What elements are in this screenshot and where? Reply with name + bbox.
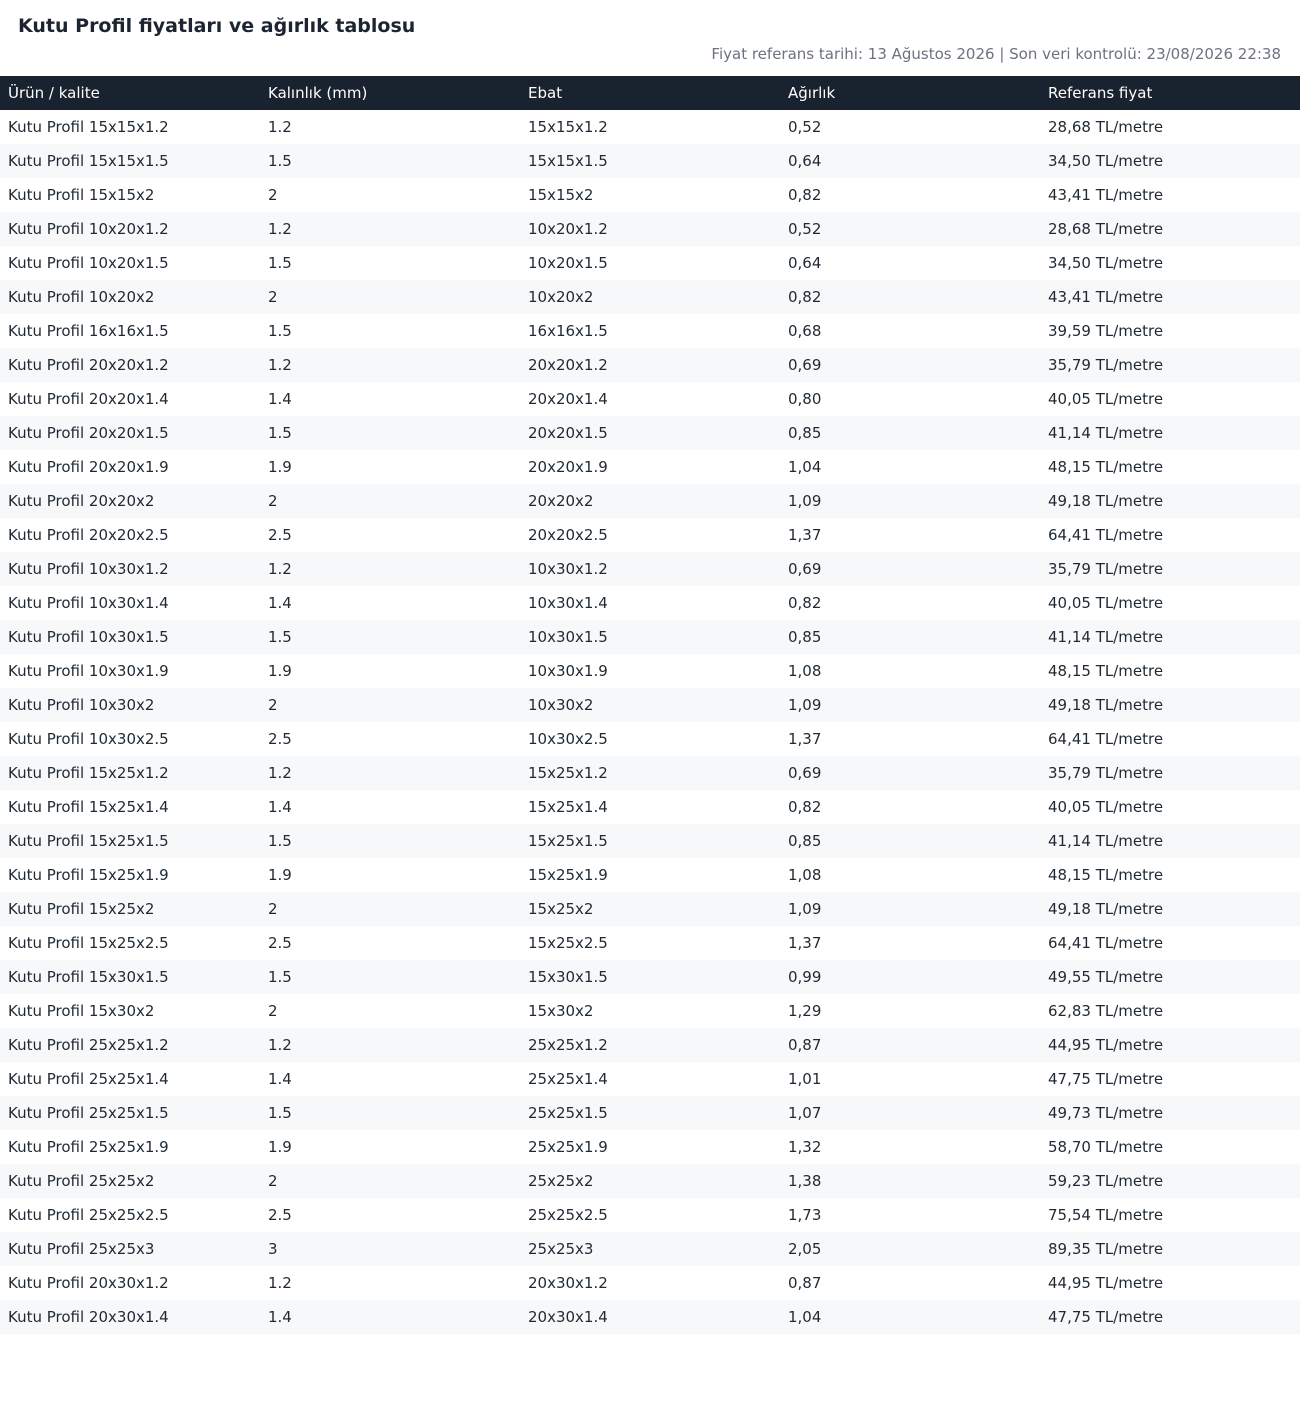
table-row [0,246,1300,280]
weight-cell: 0,82 [788,594,822,612]
table-row [0,348,1300,382]
price-cell: 48,15 TL/metre [1048,458,1164,476]
table-body [0,110,1300,1334]
price-cell: 41,14 TL/metre [1048,424,1164,442]
product-name-cell: Kutu Profil 25x25x1.5 [8,1104,169,1122]
table-row [0,586,1300,620]
thickness-cell: 1.4 [268,1308,292,1326]
product-name-cell: Kutu Profil 25x25x1.2 [8,1036,169,1054]
product-name-cell: Kutu Profil 25x25x2.5 [8,1206,169,1224]
table-row [0,960,1300,994]
size-cell: 10x30x2 [528,696,594,714]
thickness-cell: 2.5 [268,526,292,544]
thickness-cell: 1.4 [268,798,292,816]
thickness-cell: 1.5 [268,832,292,850]
price-cell: 41,14 TL/metre [1048,628,1164,646]
thickness-cell: 1.4 [268,1070,292,1088]
product-name-cell: Kutu Profil 10x30x1.5 [8,628,169,646]
table-row [0,756,1300,790]
weight-cell: 1,37 [788,526,822,544]
price-cell: 58,70 TL/metre [1048,1138,1164,1156]
size-cell: 15x30x2 [528,1002,594,1020]
product-name-cell: Kutu Profil 10x30x2.5 [8,730,169,748]
table-row [0,1028,1300,1062]
size-cell: 15x25x1.4 [528,798,608,816]
table-row [0,1096,1300,1130]
product-name-cell: Kutu Profil 25x25x2 [8,1172,155,1190]
price-cell: 34,50 TL/metre [1048,254,1164,272]
product-name-cell: Kutu Profil 15x15x1.5 [8,152,169,170]
thickness-cell: 2 [268,492,278,510]
weight-cell: 1,32 [788,1138,822,1156]
price-cell: 64,41 TL/metre [1048,934,1164,952]
table-row [0,1266,1300,1300]
column-header-size: Ebat [528,84,563,102]
price-cell: 49,18 TL/metre [1048,492,1164,510]
table-row [0,1300,1300,1334]
product-name-cell: Kutu Profil 20x30x1.4 [8,1308,169,1326]
price-cell: 44,95 TL/metre [1048,1036,1164,1054]
product-name-cell: Kutu Profil 10x20x1.2 [8,220,169,238]
product-name-cell: Kutu Profil 15x25x1.2 [8,764,169,782]
thickness-cell: 1.2 [268,560,292,578]
table-row [0,892,1300,926]
product-name-cell: Kutu Profil 25x25x3 [8,1240,155,1258]
product-name-cell: Kutu Profil 15x25x1.9 [8,866,169,884]
table-row [0,110,1300,144]
table-row [0,688,1300,722]
price-cell: 47,75 TL/metre [1048,1070,1164,1088]
thickness-cell: 1.9 [268,458,292,476]
price-cell: 59,23 TL/metre [1048,1172,1164,1190]
table-row [0,518,1300,552]
product-name-cell: Kutu Profil 15x25x2.5 [8,934,169,952]
weight-cell: 0,80 [788,390,822,408]
size-cell: 25x25x1.4 [528,1070,608,1088]
table-row [0,212,1300,246]
size-cell: 10x30x2.5 [528,730,608,748]
thickness-cell: 3 [268,1240,278,1258]
price-cell: 49,55 TL/metre [1048,968,1164,986]
table-row [0,1198,1300,1232]
size-cell: 15x25x1.9 [528,866,608,884]
price-cell: 48,15 TL/metre [1048,866,1164,884]
product-name-cell: Kutu Profil 20x20x1.4 [8,390,169,408]
thickness-cell: 1.2 [268,1036,292,1054]
weight-cell: 0,82 [788,186,822,204]
product-name-cell: Kutu Profil 25x25x1.4 [8,1070,169,1088]
size-cell: 15x30x1.5 [528,968,608,986]
price-weight-table [0,76,1300,1334]
weight-cell: 1,08 [788,662,822,680]
size-cell: 15x25x2.5 [528,934,608,952]
product-name-cell: Kutu Profil 20x20x1.9 [8,458,169,476]
table-row [0,552,1300,586]
product-name-cell: Kutu Profil 10x20x1.5 [8,254,169,272]
table-row [0,1130,1300,1164]
weight-cell: 0,69 [788,560,822,578]
thickness-cell: 2 [268,288,278,306]
size-cell: 15x25x1.5 [528,832,608,850]
size-cell: 20x20x1.9 [528,458,608,476]
size-cell: 15x15x1.2 [528,118,608,136]
column-header-thickness: Kalınlık (mm) [268,84,368,102]
price-cell: 40,05 TL/metre [1048,798,1164,816]
weight-cell: 1,37 [788,934,822,952]
weight-cell: 1,08 [788,866,822,884]
size-cell: 20x30x1.4 [528,1308,608,1326]
price-cell: 89,35 TL/metre [1048,1240,1164,1258]
size-cell: 20x20x2 [528,492,594,510]
weight-cell: 0,99 [788,968,822,986]
thickness-cell: 2.5 [268,934,292,952]
thickness-cell: 1.5 [268,968,292,986]
table-row [0,1232,1300,1266]
table-row [0,484,1300,518]
thickness-cell: 1.2 [268,220,292,238]
thickness-cell: 1.2 [268,1274,292,1292]
weight-cell: 1,29 [788,1002,822,1020]
product-name-cell: Kutu Profil 15x25x2 [8,900,155,918]
size-cell: 10x30x1.4 [528,594,608,612]
product-name-cell: Kutu Profil 15x30x2 [8,1002,155,1020]
price-cell: 39,59 TL/metre [1048,322,1164,340]
table-row [0,416,1300,450]
size-cell: 10x30x1.9 [528,662,608,680]
weight-cell: 0,85 [788,628,822,646]
weight-cell: 1,01 [788,1070,822,1088]
size-cell: 25x25x2 [528,1172,594,1190]
size-cell: 25x25x2.5 [528,1206,608,1224]
price-reference-meta: Fiyat referans tarihi: 13 Ağustos 2026 | Son veri kontrolü: 23/08/2026 22:38 [711,45,1281,63]
price-cell: 35,79 TL/metre [1048,356,1164,374]
thickness-cell: 1.5 [268,628,292,646]
weight-cell: 0,69 [788,356,822,374]
product-name-cell: Kutu Profil 20x30x1.2 [8,1274,169,1292]
price-cell: 48,15 TL/metre [1048,662,1164,680]
weight-cell: 0,69 [788,764,822,782]
product-name-cell: Kutu Profil 10x30x1.2 [8,560,169,578]
price-cell: 64,41 TL/metre [1048,730,1164,748]
price-cell: 47,75 TL/metre [1048,1308,1164,1326]
column-header-weight: Ağırlık [788,84,836,102]
size-cell: 20x20x1.5 [528,424,608,442]
price-cell: 40,05 TL/metre [1048,594,1164,612]
table-row [0,450,1300,484]
thickness-cell: 1.9 [268,662,292,680]
thickness-cell: 2 [268,900,278,918]
size-cell: 20x20x1.4 [528,390,608,408]
product-name-cell: Kutu Profil 15x15x1.2 [8,118,169,136]
product-name-cell: Kutu Profil 25x25x1.9 [8,1138,169,1156]
product-name-cell: Kutu Profil 16x16x1.5 [8,322,169,340]
thickness-cell: 1.4 [268,390,292,408]
product-name-cell: Kutu Profil 10x30x1.9 [8,662,169,680]
weight-cell: 1,09 [788,900,822,918]
size-cell: 20x20x1.2 [528,356,608,374]
product-name-cell: Kutu Profil 20x20x2 [8,492,155,510]
product-name-cell: Kutu Profil 20x20x2.5 [8,526,169,544]
size-cell: 25x25x1.9 [528,1138,608,1156]
price-cell: 35,79 TL/metre [1048,764,1164,782]
weight-cell: 0,87 [788,1036,822,1054]
size-cell: 25x25x3 [528,1240,594,1258]
size-cell: 25x25x1.2 [528,1036,608,1054]
price-cell: 43,41 TL/metre [1048,186,1164,204]
thickness-cell: 1.2 [268,764,292,782]
thickness-cell: 1.9 [268,1138,292,1156]
price-cell: 49,18 TL/metre [1048,900,1164,918]
price-cell: 44,95 TL/metre [1048,1274,1164,1292]
table-row [0,654,1300,688]
weight-cell: 0,85 [788,832,822,850]
thickness-cell: 1.9 [268,866,292,884]
table-header-row [0,76,1300,110]
price-cell: 34,50 TL/metre [1048,152,1164,170]
thickness-cell: 2 [268,1002,278,1020]
thickness-cell: 1.5 [268,322,292,340]
size-cell: 25x25x1.5 [528,1104,608,1122]
page-title: Kutu Profil fiyatları ve ağırlık tablosu [18,15,416,37]
size-cell: 15x25x2 [528,900,594,918]
weight-cell: 0,64 [788,152,822,170]
table-row [0,722,1300,756]
thickness-cell: 2.5 [268,1206,292,1224]
table-row [0,280,1300,314]
weight-cell: 0,52 [788,220,822,238]
weight-cell: 1,09 [788,696,822,714]
product-name-cell: Kutu Profil 20x20x1.2 [8,356,169,374]
size-cell: 15x15x2 [528,186,594,204]
thickness-cell: 2 [268,696,278,714]
size-cell: 16x16x1.5 [528,322,608,340]
table-row [0,994,1300,1028]
thickness-cell: 2 [268,1172,278,1190]
thickness-cell: 1.2 [268,118,292,136]
price-cell: 43,41 TL/metre [1048,288,1164,306]
product-name-cell: Kutu Profil 20x20x1.5 [8,424,169,442]
weight-cell: 1,04 [788,1308,822,1326]
weight-cell: 0,87 [788,1274,822,1292]
table-row [0,314,1300,348]
weight-cell: 0,82 [788,798,822,816]
product-name-cell: Kutu Profil 10x30x1.4 [8,594,169,612]
size-cell: 10x30x1.5 [528,628,608,646]
price-cell: 49,18 TL/metre [1048,696,1164,714]
product-name-cell: Kutu Profil 10x30x2 [8,696,155,714]
thickness-cell: 1.2 [268,356,292,374]
weight-cell: 0,85 [788,424,822,442]
price-cell: 28,68 TL/metre [1048,220,1164,238]
price-cell: 62,83 TL/metre [1048,1002,1164,1020]
thickness-cell: 1.5 [268,254,292,272]
product-name-cell: Kutu Profil 15x15x2 [8,186,155,204]
price-cell: 41,14 TL/metre [1048,832,1164,850]
thickness-cell: 1.5 [268,1104,292,1122]
weight-cell: 0,82 [788,288,822,306]
product-name-cell: Kutu Profil 15x30x1.5 [8,968,169,986]
weight-cell: 0,52 [788,118,822,136]
size-cell: 10x30x1.2 [528,560,608,578]
product-name-cell: Kutu Profil 10x20x2 [8,288,155,306]
size-cell: 15x15x1.5 [528,152,608,170]
table-row [0,1164,1300,1198]
size-cell: 20x20x2.5 [528,526,608,544]
thickness-cell: 1.5 [268,424,292,442]
table-row [0,824,1300,858]
size-cell: 20x30x1.2 [528,1274,608,1292]
table-row [0,178,1300,212]
thickness-cell: 1.5 [268,152,292,170]
weight-cell: 1,73 [788,1206,822,1224]
weight-cell: 0,68 [788,322,822,340]
size-cell: 15x25x1.2 [528,764,608,782]
thickness-cell: 2.5 [268,730,292,748]
product-name-cell: Kutu Profil 15x25x1.4 [8,798,169,816]
weight-cell: 1,07 [788,1104,822,1122]
table-row [0,144,1300,178]
column-header-price: Referans fiyat [1048,84,1153,102]
weight-cell: 1,38 [788,1172,822,1190]
table-row [0,382,1300,416]
weight-cell: 0,64 [788,254,822,272]
price-cell: 49,73 TL/metre [1048,1104,1164,1122]
size-cell: 10x20x2 [528,288,594,306]
price-cell: 64,41 TL/metre [1048,526,1164,544]
table-row [0,1062,1300,1096]
price-cell: 28,68 TL/metre [1048,118,1164,136]
weight-cell: 2,05 [788,1240,822,1258]
table-row [0,790,1300,824]
table-row [0,858,1300,892]
table-header [0,76,1300,110]
thickness-cell: 1.4 [268,594,292,612]
weight-cell: 1,09 [788,492,822,510]
product-name-cell: Kutu Profil 15x25x1.5 [8,832,169,850]
weight-cell: 1,37 [788,730,822,748]
size-cell: 10x20x1.2 [528,220,608,238]
price-cell: 35,79 TL/metre [1048,560,1164,578]
thickness-cell: 2 [268,186,278,204]
table-row [0,926,1300,960]
price-cell: 75,54 TL/metre [1048,1206,1164,1224]
price-cell: 40,05 TL/metre [1048,390,1164,408]
weight-cell: 1,04 [788,458,822,476]
table-row [0,620,1300,654]
size-cell: 10x20x1.5 [528,254,608,272]
column-header-product: Ürün / kalite [8,84,100,102]
